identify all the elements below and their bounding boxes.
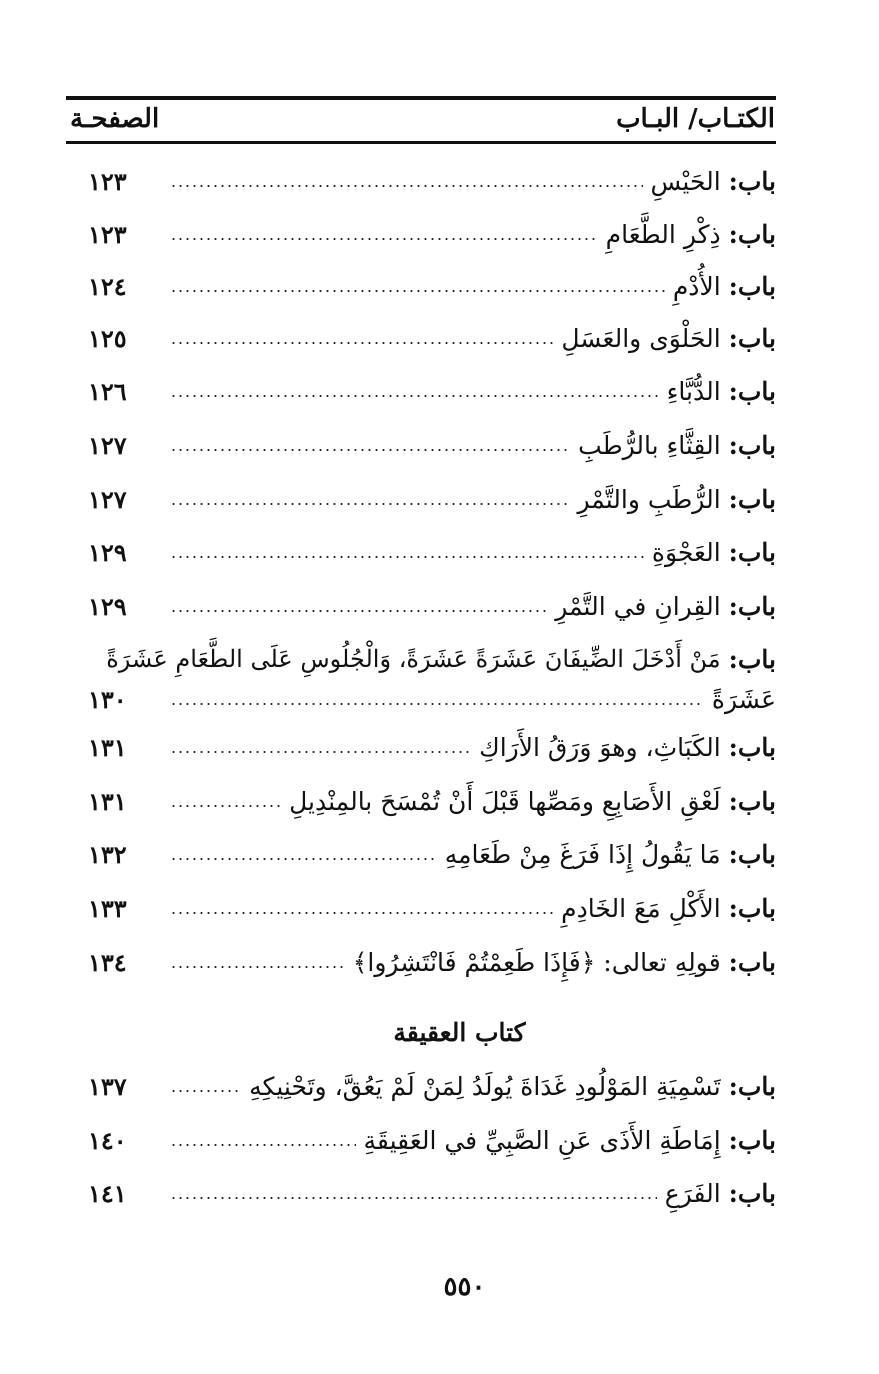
toc-entry[interactable] (88, 836, 776, 872)
entry-page-number: ١٤٠ (88, 1125, 127, 1155)
entry-title: مَا يَقُولُ إِذَا فَرَغَ مِنْ طَعَامِهِ (444, 839, 721, 869)
toc-entry[interactable] (88, 588, 776, 624)
entry-title-line1: مَنْ أَدْخَلَ الضِّيفَانَ عَشَرَةً عَشَرَةً، وَالْجُلُوسِ عَلَى الطَّعَامِ عَشَرَةً (106, 645, 721, 673)
entry-title: تَسْمِيَةِ المَوْلُودِ غَدَاةَ يُولَدُ لِمَنْ لَمْ يَعُقَّ، وتَحْنِيكِهِ (249, 1071, 721, 1101)
entry-label: باب: (728, 323, 776, 353)
toc-entry[interactable] (88, 1068, 776, 1104)
toc-entry-multiline-first-line[interactable] (106, 641, 776, 677)
dot-leader (170, 391, 659, 401)
entry-title-line2: عَشَرَةً (711, 684, 776, 714)
entry-title: لَعْقِ الأَصَابِعِ ومَصِّها قَبْلَ أَنْ تُمْسَحَ بالمِنْدِيلِ (289, 786, 721, 816)
dot-leader (170, 801, 281, 811)
entry-page-number: ١٢٧ (88, 430, 127, 460)
dot-leader (170, 552, 644, 562)
entry-title: الرُّطَبِ والتَّمْرِ (577, 484, 721, 514)
toc-entry[interactable] (88, 373, 776, 409)
entry-label: باب: (728, 484, 776, 514)
entry-label: باب: (728, 893, 776, 923)
entry-page-number: ١٤١ (88, 1178, 127, 1208)
dot-leader (170, 445, 570, 455)
toc-entry[interactable] (88, 783, 776, 819)
entry-title: قولِهِ تعالى: ﴿فَإِذَا طَعِمْتُمْ فَانْتَشِرُوا﴾ (352, 947, 721, 977)
entry-title: الحَيْسِ (650, 166, 721, 196)
dot-leader (170, 338, 553, 348)
toc-entry[interactable] (88, 890, 776, 926)
toc-entry[interactable] (88, 944, 776, 980)
entry-page-number: ١٢٩ (88, 537, 127, 567)
entry-label: باب: (728, 786, 776, 816)
entry-label: باب: (728, 644, 776, 674)
entry-label: باب: (728, 1125, 776, 1155)
page-number: ٥٥٠ (443, 1272, 486, 1302)
entry-title: العَجْوَةِ (651, 537, 721, 567)
entry-label: باب: (728, 1178, 776, 1208)
toc-entry[interactable] (88, 729, 776, 765)
entry-label: باب: (728, 591, 776, 621)
entry-title: ذِكْرِ الطَّعَامِ (605, 219, 721, 249)
toc-entry[interactable] (88, 163, 776, 199)
dot-leader (170, 699, 704, 709)
entry-page-number: ١٢٣ (88, 166, 127, 196)
dot-leader (170, 1193, 657, 1203)
entry-page-number: ١٣١ (88, 786, 127, 816)
entry-title: الفَرَعِ (664, 1178, 721, 1208)
dot-leader (170, 499, 569, 509)
entry-title: القِرانِ في التَّمْرِ (555, 591, 721, 621)
section-title: كتاب العقيقة (393, 1018, 526, 1047)
toc-entry[interactable] (88, 1122, 776, 1158)
entry-label: باب: (728, 271, 776, 301)
entry-page-number: ١٢٥ (88, 323, 127, 353)
entry-page-number: ١٢٣ (88, 219, 127, 249)
dot-leader (170, 1140, 356, 1150)
toc-entry[interactable] (88, 320, 776, 356)
dot-leader (170, 854, 437, 864)
dot-leader (170, 1086, 241, 1096)
entry-label: باب: (728, 1071, 776, 1101)
dot-leader (170, 962, 345, 972)
entry-label: باب: (728, 219, 776, 249)
column-header-page: الصفحـة (70, 104, 160, 134)
entry-title: الأُدْمِ (672, 271, 721, 301)
entry-page-number: ١٣٣ (88, 893, 127, 923)
dot-leader (170, 747, 471, 757)
toc-entry-multiline-second-line[interactable] (88, 681, 776, 717)
entry-title: الدُّبَّاءِ (666, 376, 721, 406)
entry-title: الأَكْلِ مَعَ الخَادِمِ (561, 893, 721, 923)
entry-label: باب: (728, 732, 776, 762)
entry-label: باب: (728, 166, 776, 196)
entry-page-number: ١٢٤ (88, 271, 127, 301)
entry-label: باب: (728, 947, 776, 977)
entry-page-number: ١٣٤ (88, 947, 127, 977)
toc-entry[interactable] (88, 268, 776, 304)
header-top-rule (66, 96, 776, 100)
entry-label: باب: (728, 839, 776, 869)
entry-page-number: ١٢٧ (88, 484, 127, 514)
toc-entry[interactable] (88, 216, 776, 252)
toc-entry[interactable] (88, 481, 776, 517)
toc-entry[interactable] (88, 1175, 776, 1211)
dot-leader (170, 606, 547, 616)
entry-page-number: ١٣٧ (88, 1071, 127, 1101)
header-bottom-rule (66, 141, 776, 144)
dot-leader (170, 181, 643, 191)
dot-leader (170, 286, 665, 296)
dot-leader (170, 908, 553, 918)
entry-title: القِثَّاءِ بالرُّطَبِ (578, 430, 721, 460)
entry-title: إِمَاطَةِ الأَذَى عَنِ الصَّبِيِّ في العَقِيقَةِ (363, 1125, 721, 1155)
toc-entry[interactable] (88, 534, 776, 570)
entry-label: باب: (728, 537, 776, 567)
entry-page-number: ١٣٢ (88, 839, 127, 869)
entry-page-number: ١٢٩ (88, 591, 127, 621)
entry-label: باب: (728, 376, 776, 406)
entry-label: باب: (728, 430, 776, 460)
entry-title: الكَبَاثِ، وهوَ وَرَقُ الأَرَاكِ (479, 732, 721, 762)
toc-entry[interactable] (88, 427, 776, 463)
entry-page-number: ١٢٦ (88, 376, 127, 406)
entry-page-number: ١٣١ (88, 732, 127, 762)
entry-page-number: ١٣٠ (88, 684, 127, 714)
column-header-chapter: الكتـاب/ البـاب (616, 104, 775, 134)
dot-leader (170, 234, 598, 244)
entry-title: الحَلْوَى والعَسَلِ (561, 323, 721, 353)
